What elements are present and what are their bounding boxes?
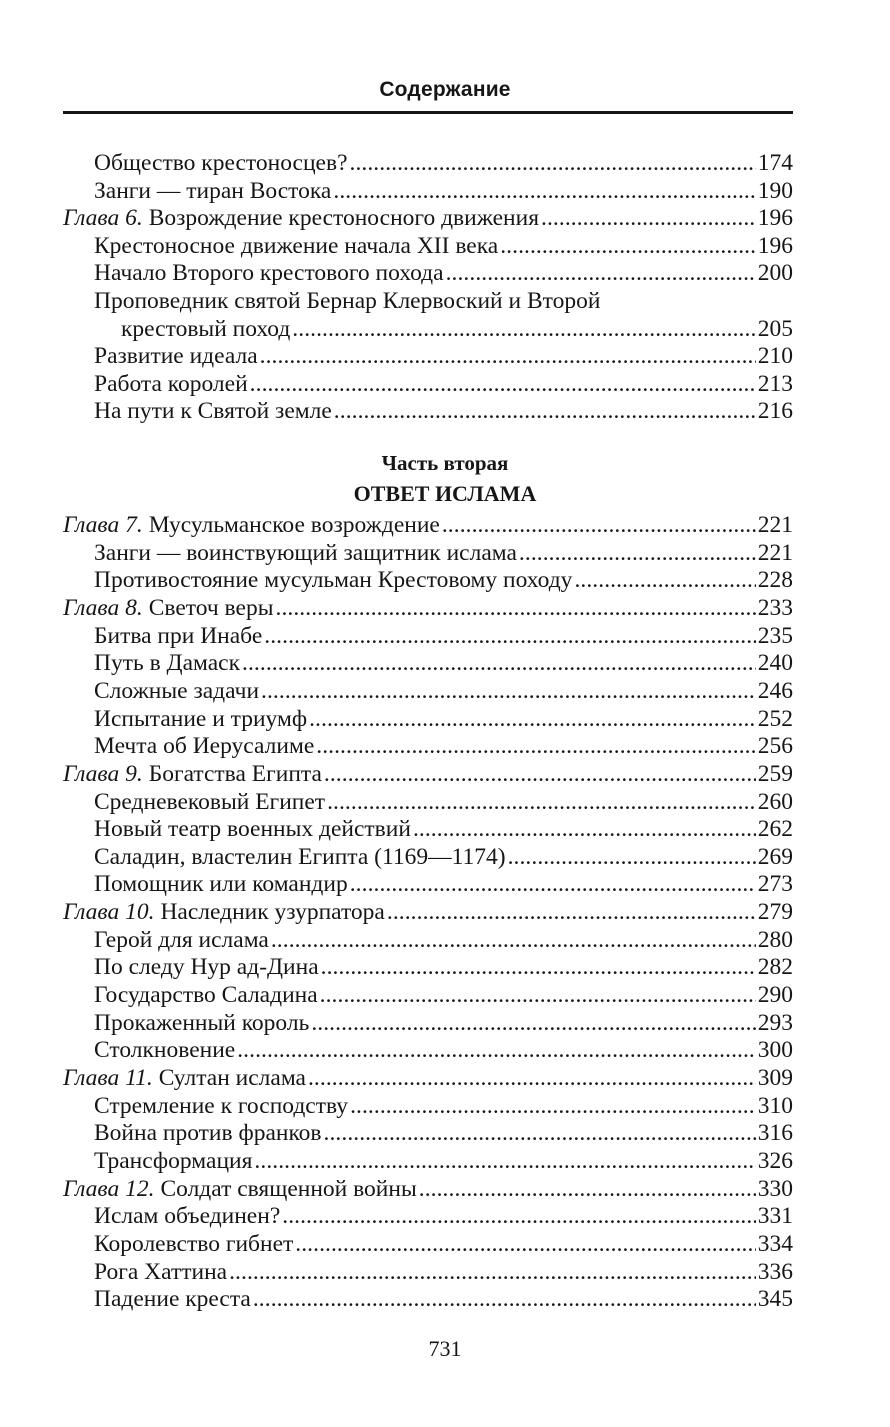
- dot-leader: [242, 650, 756, 677]
- toc-entry-title: Возрождение крестоносного движения: [148, 205, 540, 232]
- toc-page-number: 216: [757, 398, 793, 425]
- toc-entry-title: Прокаженный король: [94, 1009, 310, 1036]
- toc-entry-title: Развитие идеала: [94, 343, 258, 370]
- header-rule: [63, 111, 793, 114]
- toc-entry-row: [94, 733, 793, 760]
- toc-entry-row: [94, 623, 793, 650]
- toc-entry-title: Королевство гибнет: [94, 1230, 294, 1257]
- dot-leader: [519, 540, 756, 567]
- toc-entry-title: Герой для ислама: [94, 926, 269, 953]
- chapter-number: Глава 7.: [63, 512, 143, 538]
- dot-leader: [350, 150, 756, 177]
- toc-page-number: 260: [757, 788, 793, 815]
- chapter-number: Глава 6.: [63, 205, 143, 232]
- toc-entry-row: [94, 260, 793, 287]
- dot-leader: [309, 706, 756, 733]
- toc-entry-row: [94, 233, 793, 260]
- toc-entry-title: Солдат священной войны: [160, 1175, 417, 1202]
- toc-entry-title: На пути к Святой земле: [94, 398, 332, 425]
- toc-entry-title: Средневековый Египет: [94, 788, 326, 815]
- toc-entry-row: [94, 982, 793, 1009]
- toc-entry-row: [94, 650, 793, 677]
- dot-leader: [541, 205, 756, 232]
- toc-page-number: 269: [757, 843, 793, 870]
- toc-entry-row: [94, 1286, 793, 1313]
- toc-page-number: 280: [757, 926, 793, 953]
- toc-entry-row: [94, 954, 793, 981]
- toc-entry-row: [94, 789, 793, 816]
- toc-entry-row: [94, 1148, 793, 1175]
- toc-entry-title: Работа королей: [94, 370, 248, 397]
- toc-page-number: 293: [757, 1009, 793, 1036]
- toc-entry-row: [94, 178, 793, 205]
- toc-page-number: 259: [757, 760, 793, 787]
- dot-leader: [282, 1203, 756, 1230]
- chapter-number: Глава 10.: [63, 899, 155, 926]
- toc-entry-title: Рога Хаттина: [94, 1258, 228, 1285]
- toc-page-number: 246: [757, 677, 793, 704]
- toc-page-number: 310: [757, 1092, 793, 1119]
- chapter-number: Глава 11.: [63, 1065, 153, 1091]
- chapter-number: Глава 12.: [63, 1175, 155, 1202]
- dot-leader: [350, 1093, 756, 1120]
- part-title: ОТВЕТ ИСЛАМА: [353, 481, 537, 506]
- toc-entry-title: Богатства Египта: [148, 760, 322, 787]
- dot-leader: [292, 316, 755, 343]
- toc-entry-title: Занги — тиран Востока: [94, 177, 332, 204]
- toc-chapter-row: [63, 205, 793, 232]
- toc-chapter-row: [63, 512, 793, 539]
- dot-leader: [254, 1148, 755, 1175]
- toc-entry-title: крестовый поход: [121, 315, 291, 342]
- dot-leader: [442, 512, 756, 539]
- dot-leader: [321, 954, 756, 981]
- toc-entry-row: [94, 816, 793, 843]
- part-label: Часть вторая: [381, 451, 509, 475]
- dot-leader: [250, 371, 756, 398]
- toc-page-number: 330: [757, 1175, 793, 1202]
- toc-page-number: 273: [757, 871, 793, 898]
- dot-leader: [419, 1176, 756, 1203]
- toc-page-number: 316: [757, 1120, 793, 1147]
- toc-page-number: 221: [757, 512, 793, 538]
- toc-entry-title: Ислам объединен?: [94, 1203, 281, 1230]
- toc-entry-row: [94, 1203, 793, 1230]
- toc-page-number: 279: [757, 899, 793, 926]
- dot-leader: [237, 1037, 756, 1064]
- dot-leader: [229, 1259, 756, 1286]
- toc-entry-row: [94, 927, 793, 954]
- toc-entry-title: Крестоносное движение начала XII века: [94, 232, 499, 259]
- toc-entry-row: [94, 540, 793, 567]
- toc-page-number: 228: [757, 567, 793, 594]
- toc-entry-title: Противостояние мусульман Крестовому походу: [94, 567, 573, 594]
- toc-entry-title: Столкновение: [94, 1037, 236, 1064]
- toc-entry-row: [94, 1120, 793, 1147]
- toc-page-number: 196: [757, 232, 793, 259]
- dot-leader: [387, 899, 756, 926]
- dot-leader: [508, 844, 756, 871]
- toc-entry-title: Война против франков: [94, 1120, 322, 1147]
- toc-page-number: 336: [757, 1258, 793, 1285]
- toc-entry-title: Наследник узурпатора: [160, 899, 385, 926]
- toc-entry-title: По следу Нур ад-Дина: [94, 954, 319, 981]
- toc-entry-title: Новый театр военных действий: [94, 816, 411, 843]
- toc-page-number: 326: [757, 1147, 793, 1174]
- toc-page-number: 290: [757, 982, 793, 1009]
- toc-entry-row: [94, 706, 793, 733]
- toc-entry-line: Проповедник святой Бернар Клервоский и Второй: [94, 288, 601, 314]
- toc-page-number: 252: [757, 705, 793, 732]
- dot-leader: [500, 233, 756, 260]
- toc-entry-title: Султан ислама: [158, 1065, 306, 1091]
- toc-entry-title: Путь в Дамаск: [94, 650, 241, 677]
- toc-entry-title: Помощник или командир: [94, 871, 348, 898]
- toc-chapter-row: [63, 1065, 793, 1092]
- toc-entry-row: [94, 844, 793, 871]
- toc-entry-row: [94, 371, 793, 398]
- dot-leader: [261, 678, 756, 705]
- dot-leader: [264, 623, 755, 650]
- dot-leader: [333, 178, 755, 205]
- toc-page-number: 210: [757, 343, 793, 370]
- toc-page-number: 309: [757, 1065, 793, 1091]
- dot-leader: [350, 871, 756, 898]
- toc-chapter-row: [63, 761, 793, 788]
- toc-entry-title: Испытание и триумф: [94, 705, 308, 732]
- toc-page-number: 300: [757, 1037, 793, 1064]
- dot-leader: [334, 398, 756, 425]
- toc-entry-row: [94, 1231, 793, 1258]
- toc-entry-title: Сложные задачи: [94, 677, 260, 704]
- toc-page-number: 262: [757, 816, 793, 843]
- toc-entry-title: Битва при Инабе: [94, 622, 263, 649]
- toc-page-number: 235: [757, 622, 793, 649]
- dot-leader: [295, 1231, 755, 1258]
- toc-entry-row: [94, 567, 793, 594]
- dot-leader: [308, 1065, 756, 1092]
- toc-entry-title: Саладин, властелин Египта (1169—1174): [94, 843, 506, 870]
- dot-leader: [311, 1010, 755, 1037]
- toc-page-number: 196: [757, 205, 793, 232]
- toc-page-number: 334: [757, 1230, 793, 1257]
- toc-page-number: 174: [757, 150, 793, 176]
- toc-page-number: 200: [757, 260, 793, 287]
- toc-entry-row: [121, 316, 793, 343]
- dot-leader: [276, 595, 756, 622]
- toc-page-number: 233: [757, 594, 793, 621]
- toc-entry-title: Падение креста: [94, 1286, 251, 1313]
- dot-leader: [320, 982, 756, 1009]
- toc-page-number: 345: [757, 1286, 793, 1313]
- toc-entry-row: [94, 1010, 793, 1037]
- toc-page-number: 240: [757, 650, 793, 677]
- dot-leader: [271, 927, 756, 954]
- toc-chapter-row: [63, 1176, 793, 1203]
- toc-page-number: 256: [757, 733, 793, 760]
- toc-entry-row: [94, 343, 793, 370]
- toc-page-number: 213: [757, 370, 793, 397]
- chapter-number: Глава 8.: [63, 594, 143, 621]
- toc-entry-title: Государство Саладина: [94, 982, 318, 1009]
- dot-leader: [324, 1120, 756, 1147]
- toc-entry-row: [94, 150, 793, 177]
- dot-leader: [324, 761, 756, 788]
- dot-leader: [260, 343, 756, 370]
- toc-entry-row: [94, 1093, 793, 1120]
- toc-entry-title: Трансформация: [94, 1147, 253, 1174]
- toc-entry-row: [94, 871, 793, 898]
- toc-page-number: 221: [757, 539, 793, 566]
- chapter-number: Глава 9.: [63, 760, 143, 787]
- toc-entry-row: [94, 398, 793, 425]
- dot-leader: [413, 816, 756, 843]
- toc-entry-title: Мечта об Иерусалиме: [94, 733, 315, 760]
- toc-chapter-row: [63, 595, 793, 622]
- page-number: 731: [428, 1336, 462, 1361]
- dot-leader: [316, 733, 756, 760]
- toc-entry-title: Общество крестоносцев?: [94, 150, 348, 176]
- toc-page-number: 205: [757, 315, 793, 342]
- toc-entry-row: [94, 1259, 793, 1286]
- toc-page-number: 282: [757, 954, 793, 981]
- dot-leader: [446, 260, 756, 287]
- running-head-title: Содержание: [379, 78, 511, 101]
- dot-leader: [574, 567, 755, 594]
- toc-entry-title: Светоч веры: [148, 594, 274, 621]
- toc-entry-title: Занги — воинствующий защитник ислама: [94, 539, 517, 566]
- toc-page-number: 190: [757, 177, 793, 204]
- toc-entry-row: [94, 1037, 793, 1064]
- toc-chapter-row: [63, 899, 793, 926]
- dot-leader: [253, 1286, 756, 1313]
- toc-entry-title: Мусульманское возрождение: [148, 512, 440, 538]
- toc-page-number: 331: [757, 1203, 793, 1230]
- toc-entry-title: Начало Второго крестового похода: [94, 260, 444, 287]
- toc-entry-row: [94, 678, 793, 705]
- toc-entry-title: Стремление к господству: [94, 1092, 349, 1119]
- dot-leader: [327, 789, 756, 816]
